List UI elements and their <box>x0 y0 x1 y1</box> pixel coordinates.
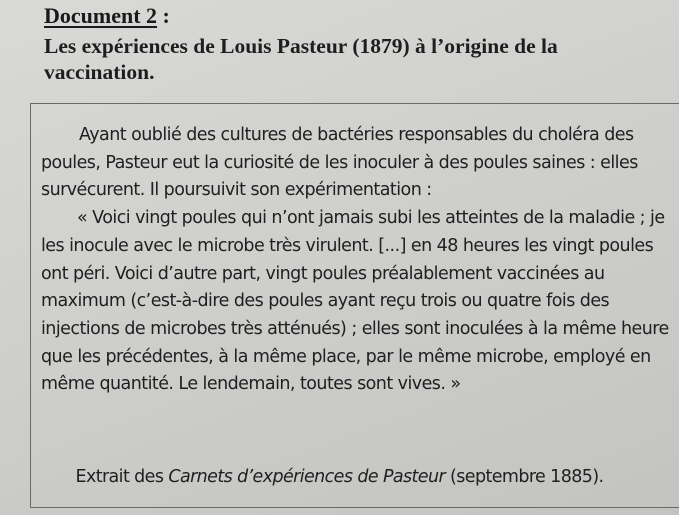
source-suffix: (septembre 1885). <box>445 467 604 487</box>
document-title: Les expériences de Louis Pasteur (1879) à l’origine de la vaccination. <box>44 34 558 84</box>
source-book-title: Carnets d’expériences de Pasteur <box>168 467 446 487</box>
intro-paragraph <box>41 122 669 205</box>
source-citation <box>0 467 679 487</box>
document-heading <box>44 2 170 30</box>
source-prefix: Extrait des <box>75 467 169 487</box>
quote-text: « Voici vingt poules qui n’ont jamais subi les atteintes de la maladie ; je les inocule avec le microbe très virulent. [...] en 48 heures les vingt poules ont péri. Voici d’autre part, vingt poules préalablement vaccinées au maximum (c’est-à-dire des poules ayant reçu trois ou quatre fois des injections de microbes très atténués) ; elles sont inoculées à la même heure que les précédentes, à la même place, par le même microbe, employé en même quantité. Le lendemain, toutes sont vives. » <box>41 208 669 395</box>
quote-paragraph <box>41 205 669 399</box>
text-excerpt <box>41 122 669 399</box>
document-label-colon: : <box>157 3 170 28</box>
intro-text: Ayant oublié des cultures de bactéries responsables du choléra des poules, Pasteur eut la curiosité de les inoculer à des poules saines : elles survécurent. Il poursuivit son expérimentation : <box>41 125 638 201</box>
document-number: Document 2 <box>44 3 158 28</box>
